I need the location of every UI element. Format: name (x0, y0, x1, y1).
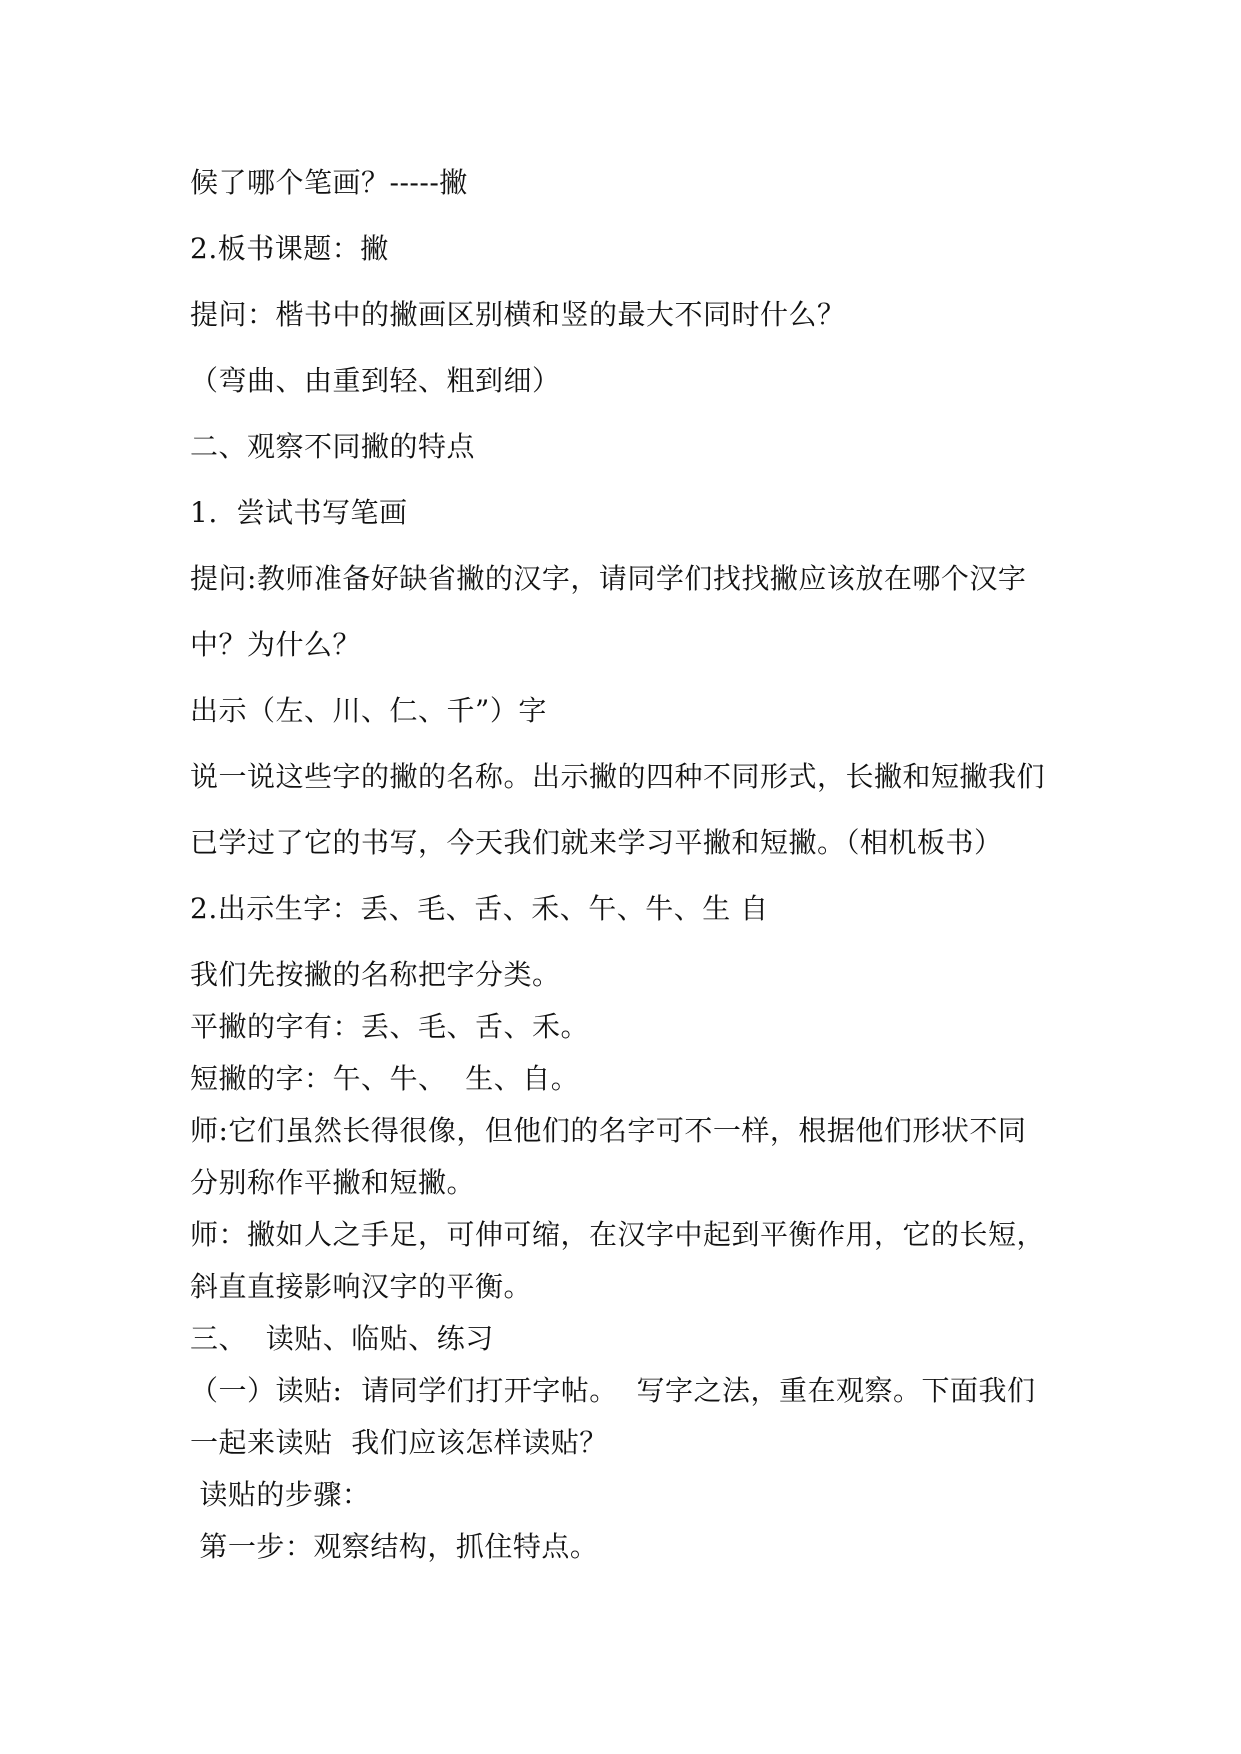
text-line: 说一说这些字的撇的名称。出示撇的四种不同形式，长撇和短撇我们 (190, 760, 1046, 793)
text-line: 2.出示生字：丢、毛、舌、禾、午、牛、生 自 (190, 892, 769, 925)
text-line: 中？为什么？ (190, 628, 362, 661)
text-line: 分别称作平撇和短撇。 (190, 1166, 476, 1199)
text-line: 斜直直接影响汉字的平衡。 (190, 1270, 533, 1303)
text-line: 短撇的字：午、牛、 生、自。 (190, 1062, 580, 1095)
text-line: （一）读贴: 请同学们打开字帖。 写字之法，重在观察。下面我们 (190, 1374, 1036, 1407)
section-heading: 三、 读贴、临贴、练习 (190, 1322, 494, 1355)
text-line: 一起来读贴 我们应该怎样读贴？ (190, 1426, 608, 1459)
text-line: 第一步：观察结构，抓住特点。 (190, 1530, 599, 1563)
text-line: 师：撇如人之手足，可伸可缩，在汉字中起到平衡作用，它的长短， (190, 1218, 1046, 1251)
text-line: 我们先按撇的名称把字分类。 (190, 958, 561, 991)
text-line: 平撇的字有：丢、毛、舌、禾。 (190, 1010, 590, 1043)
text-line: 已学过了它的书写，今天我们就来学习平撇和短撇。（相机板书） (190, 826, 1003, 859)
text-line: 师:它们虽然长得很像，但他们的名字可不一样，根据他们形状不同 (190, 1114, 1027, 1147)
text-line: 提问:教师准备好缺省撇的汉字，请同学们找找撇应该放在哪个汉字 (190, 562, 1027, 595)
text-line: 1. 尝试书写笔画 (190, 496, 408, 529)
text-line: （弯曲、由重到轻、粗到细） (190, 364, 561, 397)
text-line: 读贴的步骤： (190, 1478, 371, 1511)
section-heading: 二、观察不同撇的特点 (190, 430, 476, 463)
text-line: 候了哪个笔画？-----撇 (190, 166, 468, 199)
text-line: 出示（左、川、仁、千”）字 (190, 694, 547, 727)
text-line: 2.板书课题：撇 (190, 232, 389, 265)
text-line: 提问：楷书中的撇画区别横和竖的最大不同时什么？ (190, 298, 846, 331)
